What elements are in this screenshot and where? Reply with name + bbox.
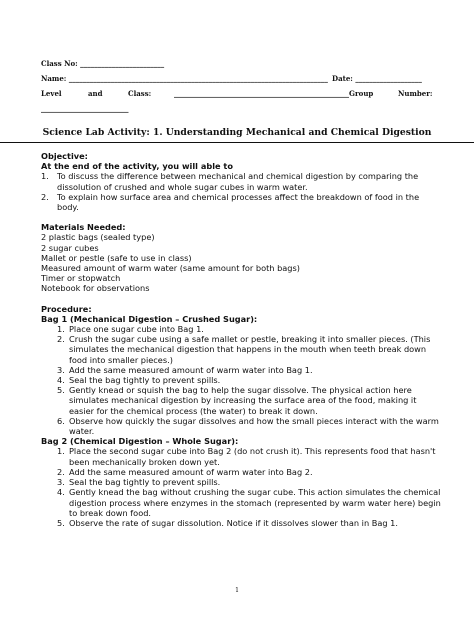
list-item bbox=[41, 467, 441, 477]
class-no-field: Class No: ________________________ bbox=[41, 59, 165, 68]
list-number: 3. bbox=[57, 477, 65, 488]
list-text: Add the same measured amount of warm water into Bag 2. bbox=[69, 466, 313, 477]
list-text: Add the same measured amount of warm water into Bag 1. bbox=[69, 364, 313, 375]
list-number: 1. bbox=[41, 171, 49, 182]
list-number: 5. bbox=[57, 385, 65, 396]
list-text: Seal the bag tightly to prevent spills. bbox=[69, 477, 221, 488]
objective-list bbox=[41, 171, 441, 212]
and-label: and bbox=[88, 89, 103, 98]
name-field: Name: __________________________________________________________________________ bbox=[41, 74, 328, 83]
list-item bbox=[41, 171, 441, 191]
bag1-heading: Bag 1 (Mechanical Digestion – Crushed Sugar): bbox=[41, 313, 258, 324]
list-item bbox=[41, 518, 441, 528]
objective-intro: At the end of the activity, you will able to bbox=[41, 161, 233, 172]
list-item bbox=[41, 477, 441, 487]
materials-item: Notebook for observations bbox=[41, 283, 150, 294]
list-item bbox=[41, 375, 441, 385]
list-text: To explain how surface area and chemical processes affect the breakdown of food in the body. bbox=[57, 191, 420, 213]
page-number: 1 bbox=[235, 587, 239, 594]
list-text: Observe how quickly the sugar dissolves and how the small pieces interact with the warm water. bbox=[69, 415, 439, 437]
list-text: To discuss the difference between mechanical and chemical digestion by comparing the dissolution of crushed and whole sugar cubes in warm water. bbox=[57, 171, 419, 192]
activity-title: Science Lab Activity: 1. Understanding Mechanical and Chemical Digestion bbox=[42, 127, 432, 138]
list-item bbox=[41, 192, 441, 212]
list-item bbox=[41, 365, 441, 375]
list-text: Place the second sugar cube into Bag 2 (do not crush it). This represents food that hasn't been mechanically broken down yet. bbox=[69, 446, 436, 467]
procedure-heading: Procedure: bbox=[41, 303, 92, 314]
materials-item: Measured amount of warm water (same amount for both bags) bbox=[41, 263, 300, 274]
bag2-heading: Bag 2 (Chemical Digestion – Whole Sugar): bbox=[41, 436, 239, 447]
list-text: Gently knead the bag without crushing the sugar cube. This action simulates the chemical digestion process where enzymes in the stomach (represented by warm water here) begin to break down food. bbox=[69, 487, 441, 518]
list-number: 4. bbox=[57, 375, 65, 386]
list-item bbox=[41, 324, 441, 334]
number-field-line: _________________________ bbox=[41, 104, 129, 113]
bag1-steps bbox=[41, 324, 441, 436]
list-number: 2. bbox=[41, 191, 49, 202]
list-item bbox=[41, 385, 441, 416]
list-text: Observe the rate of sugar dissolution. Notice if it dissolves slower than in Bag 1. bbox=[69, 517, 398, 528]
group-field: __________________________________________________Group bbox=[174, 89, 374, 98]
date-field: Date: ___________________ bbox=[332, 74, 422, 83]
materials-item: Mallet or pestle (safe to use in class) bbox=[41, 252, 192, 263]
list-text: Seal the bag tightly to prevent spills. bbox=[69, 375, 221, 386]
list-number: 2. bbox=[57, 466, 65, 477]
title-divider bbox=[0, 142, 474, 143]
list-number: 3. bbox=[57, 364, 65, 375]
level-label: Level bbox=[41, 89, 62, 98]
objective-heading: Objective: bbox=[41, 151, 88, 161]
number-label: Number: bbox=[398, 89, 433, 98]
list-number: 1. bbox=[57, 446, 65, 457]
list-text: Place one sugar cube into Bag 1. bbox=[69, 324, 204, 335]
document-body bbox=[41, 151, 441, 528]
list-number: 4. bbox=[57, 487, 65, 498]
list-item bbox=[41, 487, 441, 518]
list-number: 6. bbox=[57, 415, 65, 426]
list-number: 2. bbox=[57, 334, 65, 345]
list-item bbox=[41, 416, 441, 436]
bag2-steps bbox=[41, 446, 441, 528]
materials-item: 2 plastic bags (sealed type) bbox=[41, 232, 155, 243]
list-item bbox=[41, 334, 441, 365]
list-number: 5. bbox=[57, 517, 65, 528]
class-label: Class: bbox=[128, 89, 152, 98]
list-text: Gently knead or squish the bag to help the sugar dissolve. The physical action here simulates mechanical digestion by increasing the surface area of the food, making it easier for the chemical process (the water) to break it down. bbox=[69, 385, 417, 416]
list-text: Crush the sugar cube using a safe mallet or pestle, breaking it into smaller pieces. (This simulates the mechanical digestion that happens in the mouth when teeth break down food into smaller pieces.) bbox=[69, 334, 431, 365]
materials-item: Timer or stopwatch bbox=[41, 273, 121, 284]
list-number: 1. bbox=[57, 324, 65, 335]
materials-heading: Materials Needed: bbox=[41, 222, 126, 233]
list-item bbox=[41, 446, 441, 466]
materials-item: 2 sugar cubes bbox=[41, 242, 99, 253]
